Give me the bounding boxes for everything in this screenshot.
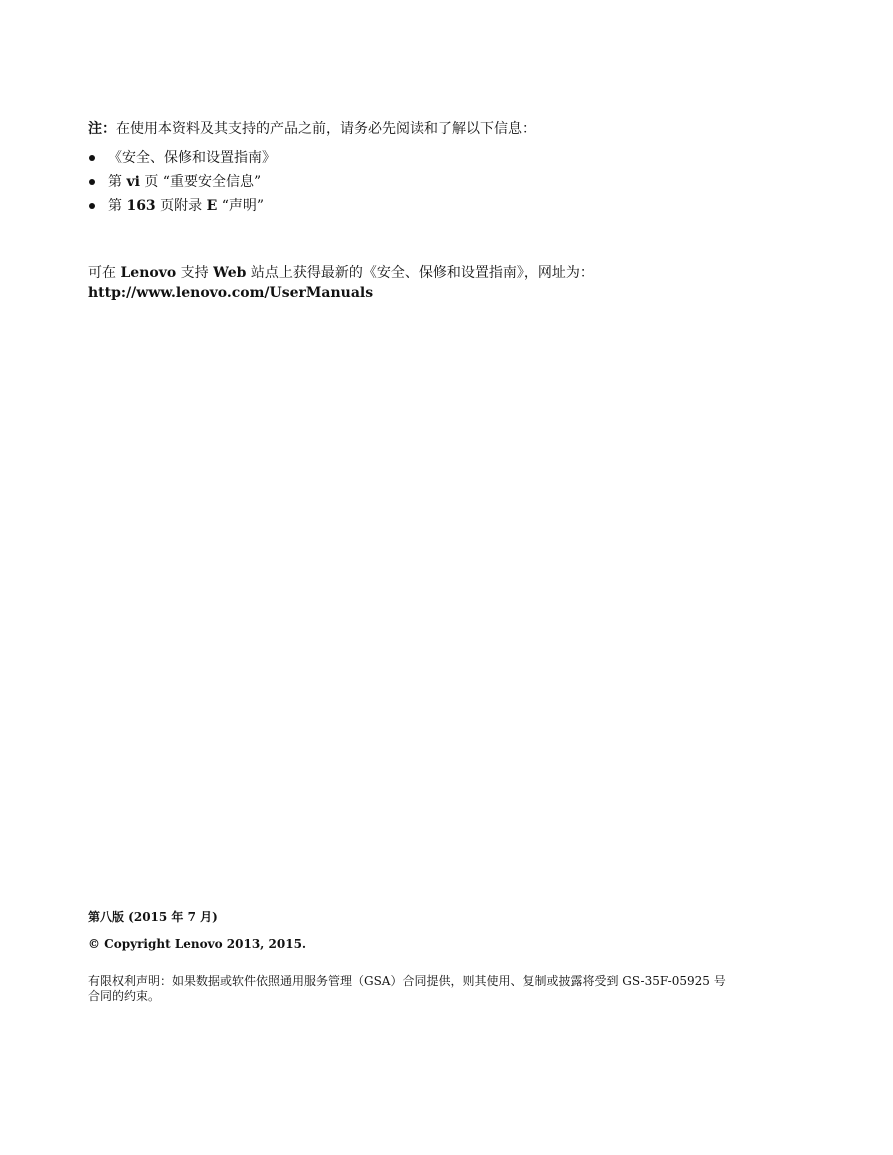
web-word: Web bbox=[213, 265, 247, 281]
web-info bbox=[88, 263, 594, 303]
web-text-post: 站点上获得最新的《安全、保修和设置指南》，网址为： bbox=[246, 265, 594, 281]
list-item-text-pre: 第 bbox=[108, 198, 127, 214]
restricted-rights-notice bbox=[88, 974, 808, 1004]
list-item bbox=[88, 196, 276, 220]
rights-line-1: 有限权利声明：如果数据或软件依照通用服务管理（GSA）合同提供，则其使用、复制或披露将受到 GS-35F-05925 号 bbox=[88, 974, 726, 988]
bullet-icon bbox=[89, 203, 95, 209]
page-number: vi bbox=[126, 174, 140, 190]
list-item-text-mid: 页附录 bbox=[155, 198, 207, 214]
brand-name: Lenovo bbox=[120, 265, 177, 281]
web-text-pre: 可在 bbox=[88, 265, 121, 281]
list-item-text: 《安全、保修和设置指南》 bbox=[108, 150, 276, 166]
notice-label: 注： bbox=[88, 121, 116, 137]
list-item-text-pre: 第 bbox=[108, 174, 127, 190]
web-info-line bbox=[88, 263, 594, 283]
reference-list bbox=[88, 148, 276, 220]
notice-text: 在使用本资料及其支持的产品之前，请务必先阅读和了解以下信息： bbox=[116, 121, 536, 137]
edition-line: 第八版 (2015 年 7 月) bbox=[88, 910, 218, 924]
web-text-mid: 支持 bbox=[176, 265, 214, 281]
bullet-icon bbox=[89, 179, 95, 185]
list-item bbox=[88, 148, 276, 172]
list-item-text-post: “声明” bbox=[217, 198, 265, 214]
list-item-text-post: 页 “重要安全信息” bbox=[139, 174, 262, 190]
copyright-line: © Copyright Lenovo 2013, 2015. bbox=[88, 937, 307, 951]
appendix-letter: E bbox=[206, 198, 218, 214]
list-item bbox=[88, 172, 276, 196]
manuals-url-link[interactable]: http://www.lenovo.com/UserManuals bbox=[88, 285, 374, 301]
bullet-icon bbox=[89, 155, 95, 161]
rights-line-2: 合同的约束。 bbox=[88, 989, 161, 1003]
page-number: 163 bbox=[126, 198, 156, 214]
notice-line bbox=[88, 120, 536, 138]
